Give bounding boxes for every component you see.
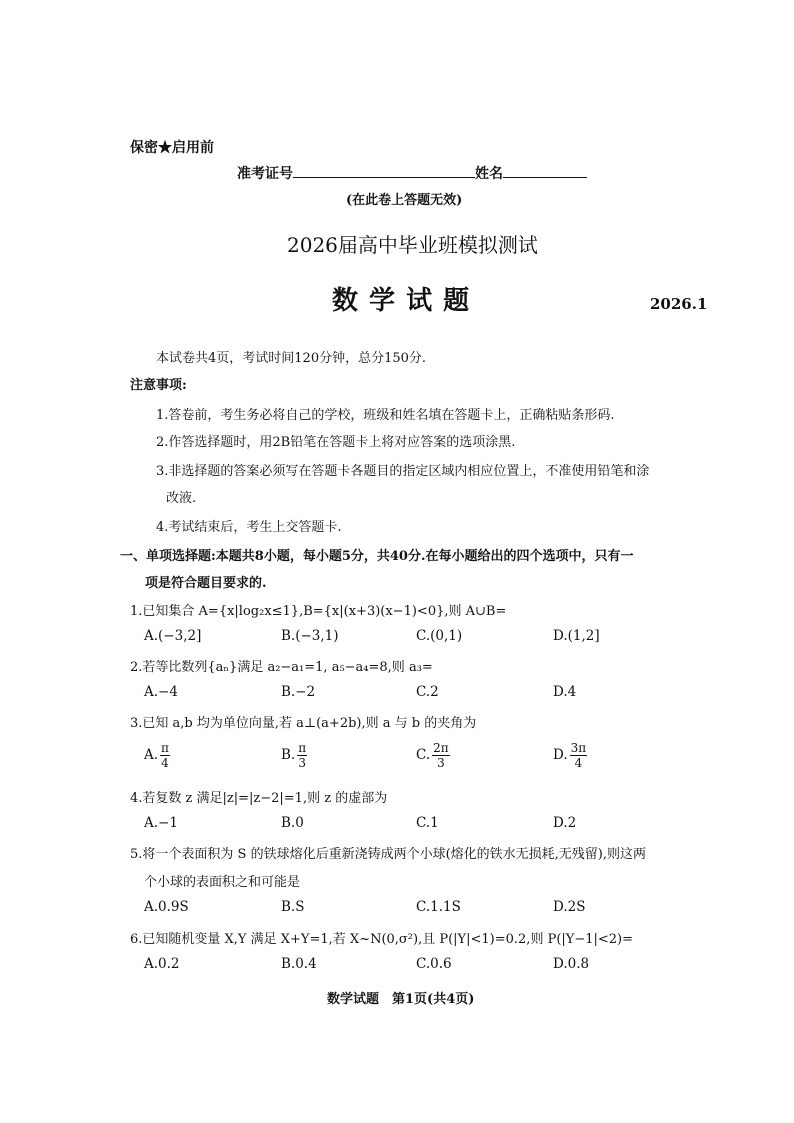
option-a: A.0.9S xyxy=(144,899,189,915)
option-b xyxy=(281,742,307,769)
section-heading: 一、单项选择题:本题共8小题，每小题5分，共40分.在每小题给出的四个选项中，只有一 xyxy=(120,549,634,564)
option-b: B.S xyxy=(281,899,305,915)
note-item-continued: 改液. xyxy=(166,491,197,506)
option-a xyxy=(144,742,170,769)
fraction xyxy=(432,742,450,769)
fraction-numerator: π xyxy=(161,741,169,755)
option-letter: D. xyxy=(553,747,568,763)
notes-heading: 注意事项: xyxy=(130,378,187,393)
option-d: D.2S xyxy=(553,899,586,915)
exam-title: 2026届高中毕业班模拟测试 xyxy=(287,233,538,257)
option-c: C.0.6 xyxy=(416,956,452,972)
name-blank xyxy=(503,163,587,178)
option-b: B.−2 xyxy=(281,684,316,700)
option-a: A.(−3,2] xyxy=(144,628,202,644)
fraction-denominator: 3 xyxy=(437,756,445,770)
note-item: 1.答卷前，考生务必将自己的学校，班级和姓名填在答题卡上，正确粘贴条形码. xyxy=(156,408,615,423)
option-letter: B. xyxy=(281,747,296,763)
option-d: D.4 xyxy=(553,684,577,700)
note-item: 2.作答选择题时，用2B铅笔在答题卡上将对应答案的选项涂黑. xyxy=(156,435,516,450)
fraction-numerator: 3π xyxy=(570,741,587,755)
intro-text: 本试卷共4页，考试时间120分钟，总分150分. xyxy=(156,351,427,366)
option-d: D.0.8 xyxy=(553,956,590,972)
question-stem-continued: 个小球的表面积之和可能是 xyxy=(144,875,301,890)
option-c: C.2 xyxy=(416,684,439,700)
question-stem: 5.将一个表面积为 S 的铁球熔化后重新浇铸成两个小球(熔化的铁水无损耗,无残留),则这两 xyxy=(130,847,646,862)
fraction-numerator: π xyxy=(298,741,307,755)
note-item: 3.非选择题的答案必须写在答题卡各题目的指定区域内相应位置上，不准使用铅笔和涂 xyxy=(156,464,650,479)
option-a: A.−1 xyxy=(144,815,178,831)
question-stem: 6.已知随机变量 X,Y 满足 X+Y=1,若 X~N(0,σ²),且 P(|Y|<1)=0.2,则 P(|Y−1|<2)= xyxy=(130,932,634,947)
option-d xyxy=(553,742,587,769)
invalid-note: (在此卷上答题无效) xyxy=(346,193,463,208)
page-footer: 数学试题 第1页(共4页) xyxy=(327,992,475,1007)
option-b: B.0.4 xyxy=(281,956,317,972)
fraction xyxy=(570,742,588,769)
option-letter: A. xyxy=(144,747,159,763)
question-stem: 3.已知 a,b 均为单位向量,若 a⊥(a+2b),则 a 与 b 的夹角为 xyxy=(130,716,477,731)
fraction xyxy=(297,742,307,769)
exam-id-blank xyxy=(293,163,475,178)
option-a: A.0.2 xyxy=(144,956,180,972)
option-d: D.2 xyxy=(553,815,577,831)
confidential-label: 保密★启用前 xyxy=(130,140,214,156)
subject-title: 数 学 试 题 xyxy=(332,286,471,316)
note-item: 4.考试结束后，考生上交答题卡. xyxy=(156,520,342,535)
exam-date: 2026.1 xyxy=(650,295,708,313)
option-c: C.(0,1) xyxy=(416,628,463,644)
option-c: C.1.1S xyxy=(416,899,461,915)
name-label: 姓名 xyxy=(475,166,503,182)
option-b: B.0 xyxy=(281,815,304,831)
option-a: A.−4 xyxy=(144,684,178,700)
fraction xyxy=(160,742,170,769)
option-c xyxy=(416,742,450,769)
question-stem: 4.若复数 z 满足|z|=|z−2|=1,则 z 的虚部为 xyxy=(130,791,388,806)
question-stem: 2.若等比数列{aₙ}满足 a₂−a₁=1, a₅−a₄=8,则 a₃= xyxy=(130,660,433,675)
fraction-denominator: 4 xyxy=(574,756,583,770)
exam-id-row xyxy=(237,163,587,183)
option-d: D.(1,2] xyxy=(553,628,600,644)
option-letter: C. xyxy=(416,747,431,763)
option-c: C.1 xyxy=(416,815,439,831)
fraction-numerator: 2π xyxy=(433,741,449,755)
exam-id-label: 准考证号 xyxy=(237,166,293,182)
section-heading-continued: 项是符合题目要求的. xyxy=(145,576,267,591)
question-stem: 1.已知集合 A={x|log₂x≤1},B={x|(x+3)(x−1)<0},则 A∪B= xyxy=(130,604,507,619)
option-b: B.(−3,1) xyxy=(281,628,339,644)
fraction-denominator: 3 xyxy=(298,756,306,770)
fraction-denominator: 4 xyxy=(161,756,169,770)
